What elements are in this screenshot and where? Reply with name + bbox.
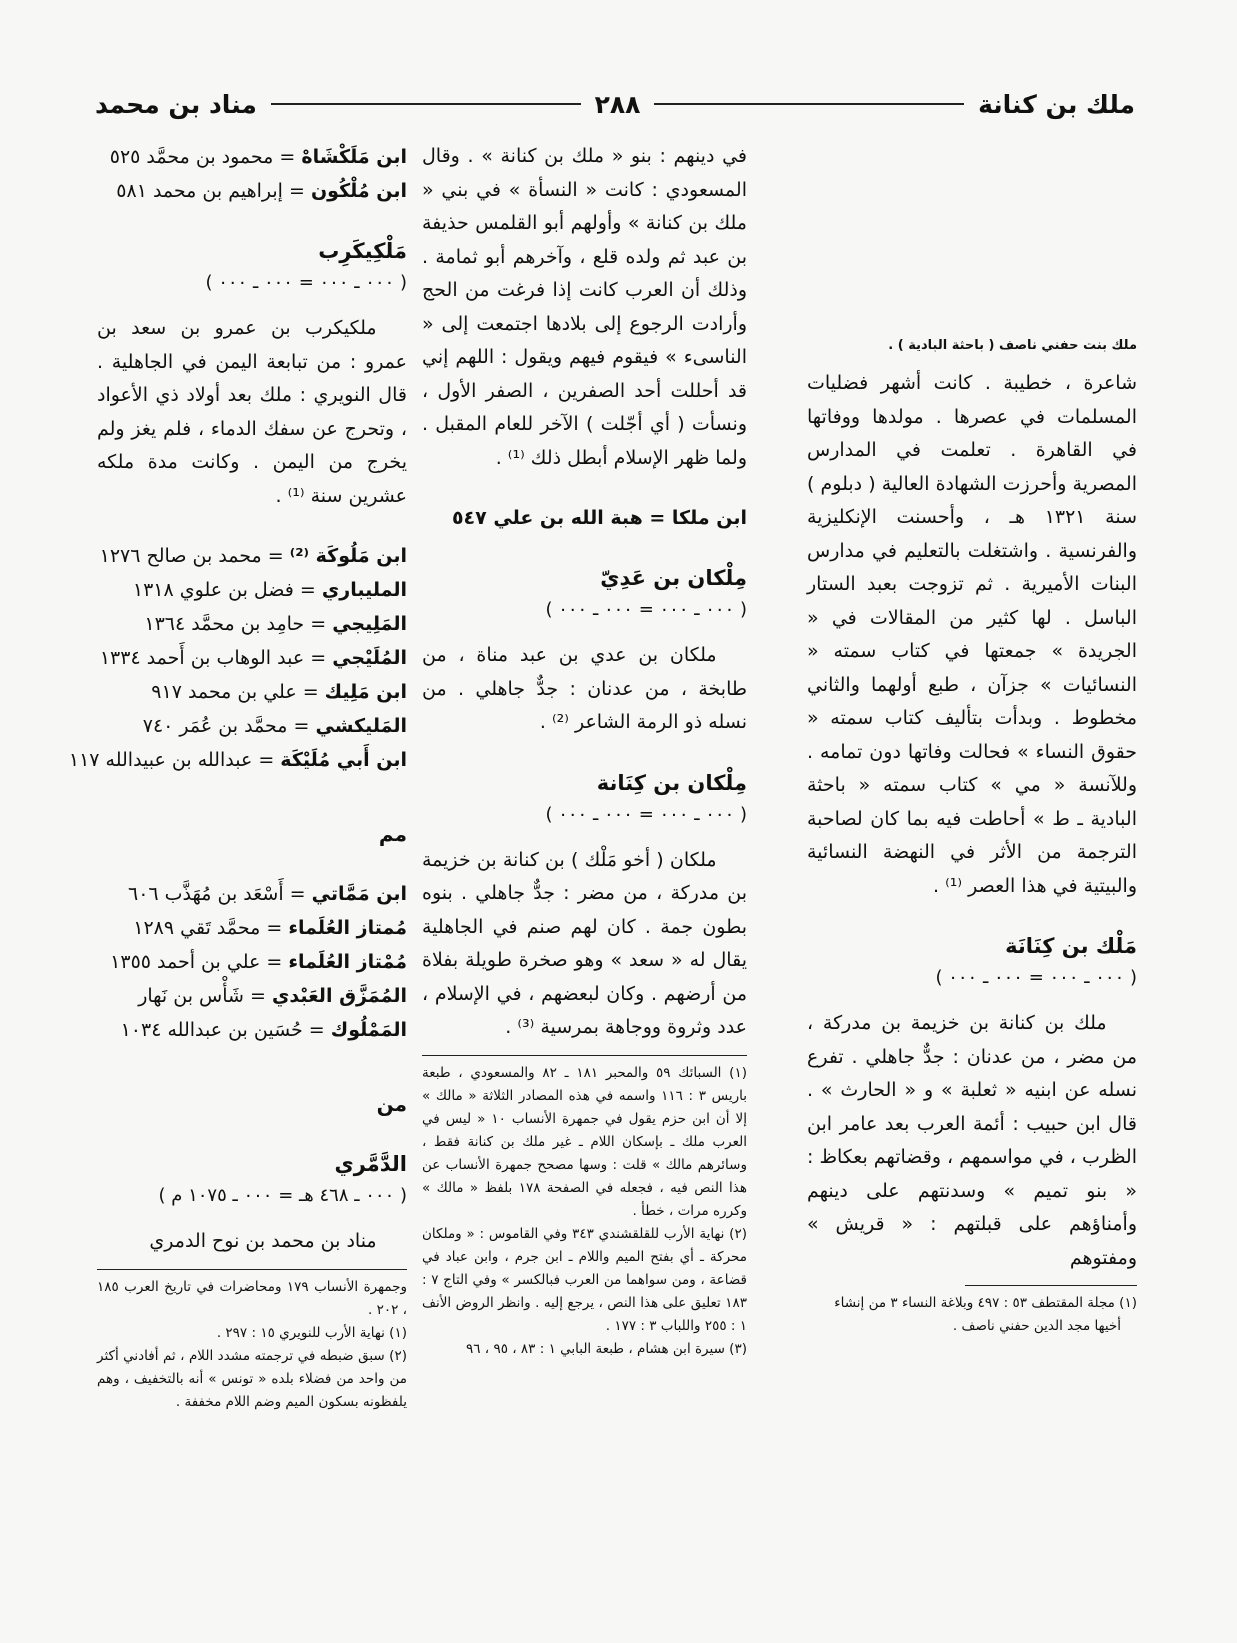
footnote-cont: وجمهرة الأنساب ١٧٩ ومحاضرات في تاريخ العرب ١٨٥ ، ٢٠٢ . <box>97 1278 407 1318</box>
entry-text: ملكيكرب بن عمرو بن سعد بن عمرو : من تبابعة اليمن في الجاهلية . قال النويري : ملك بعد أولاد ذي الأعواد ، وتحرج عن سفك الدماء ، فلم يغز ولم يخرج من اليمن . وكانت مدة ملكه عشرين سنة ⁽¹⁾ . <box>97 317 407 507</box>
page-header <box>95 84 1135 124</box>
footnote-rule <box>965 1285 1137 1286</box>
running-head-left: مناد بن محمد <box>94 89 257 119</box>
right-column <box>807 140 1137 1615</box>
entry-title-malkikarib: مَلْكِيكَرِب <box>318 239 407 263</box>
entry-dates: ( ٠٠٠ ـ ٠٠٠ = ٠٠٠ ـ ٠٠٠ ) <box>935 967 1137 988</box>
footnote-3: (٣) سيرة ابن هشام ، طبعة البابي ١ : ٨٣ ، ٩٥ ، ٩٦ <box>465 1340 747 1357</box>
ref-line: ابن أَبي مُلَيْكَة = عبدالله بن عبيدالله ١١٧ <box>68 749 407 771</box>
page-number: ٢٨٨ <box>594 89 641 119</box>
left-column <box>68 140 407 1615</box>
entry-title-milkan-bin-adi: مِلْكان بن عَدِيّ <box>600 566 747 590</box>
intro-paragraph: في دينهم : بنو « ملك بن كنانة » . وقال المسعودي : كانت « النسأة » في بني « ملك بن كنانة » وأولهم أبو القلمس حذيفة بن عبد ثم ولده قلع ، وآخرهم أبو ثمامة . وذلك أن العرب كانت إذا فرغت من الحج وأرادت الرجوع إلى بلادها اجتمعت إلى « الناسىء » فيقوم فيهم ويقول : اللهم إني قد أحللت أحد الصفرين ، الصفر الأول ، ونسأت ( أي أجّلت ) الآخر للعام المقبل . ولما ظهر الإسلام أبطل ذلك ⁽¹⁾ . <box>422 145 747 469</box>
footnote-2: (٢) سبق ضبطه في ترجمته مشدد اللام ، ثم أفادني أكثر من واحد من فضلاء بلده « تونس » أنه بالتخفيف ، وهم يلفظونه بسكون الميم وضم اللام مخففة . <box>97 1347 407 1410</box>
footnote-2: (٢) نهاية الأرب للقلقشندي ٣٤٣ وفي القاموس : « وملكان محركة ـ أي بفتح الميم واللام ـ ابن جرم ، وابن عباد في قضاعة ، ومن سواهما من العرب فبالكسر » وفي التاج ٧ : ١٨٣ تعليق على هذا النص ، يرجع إليه . وانظر الروض الأنف ١ : ٢٥٥ واللباب ٣ : ١٧٧ . <box>422 1225 748 1334</box>
ref-line: مُمْتاز العُلَماء = علي بن أحمد ١٣٥٥ <box>110 951 407 973</box>
entry-text: ملكان بن عدي بن عبد مناة ، من طابخة ، من عدنان : جدٌّ جاهلي . من نسله ذو الرمة الشاعر ⁽²⁾ . <box>422 644 747 733</box>
ref-line: ابن مَمَّاتي = أَسْعَد بن مُهَذَّب ٦٠٦ <box>128 883 407 905</box>
entry-dates: ( ٠٠٠ ـ ٤٦٨ هـ = ٠٠٠ ـ ١٠٧٥ م ) <box>158 1185 407 1206</box>
section-heading-min: من <box>376 1092 407 1116</box>
bio-paragraph: شاعرة ، خطيبة . كانت أشهر فضليات المسلمات في عصرها . مولدها ووفاتها في القاهرة . تعلمت في المدارس المصرية وأحرزت الشهادة العالية ( دبلوم ) سنة ١٣٢١ هـ ، وأحسنت الإنكليزية والفرنسية . واشتغلت بالتعليم في مدارس البنات الأميرية . ثم تزوجت بعبد الستار الباسل . لها كثير من المقالات في « الجريدة » جمعتها في كتاب سمته « النسائيات » جزآن ، طبع أولهما والثاني مخطوط . وبدأت بتأليف كتاب سمته « حقوق النساء » فحالت وفاتها دون تمامه . وللآنسة « مي » كتاب سمته « باحثة البادية ـ ط » أحاطت فيه بما كان لصاحبة الترجمة من الأثر في النهضة النسائية والبيتية في هذا العصر ⁽¹⁾ . <box>807 372 1137 897</box>
footnote-1: (١) السبائك ٥٩ والمحبر ١٨١ ـ ٨٢ والمسعودي ، طبعة باريس ٣ : ١١٦ واسمه في هذه المصادر الثلاثة « مالك » إلا أن ابن حزم يقول في جمهرة الأنساب ١٠ « ليس في العرب ملك ـ بإسكان اللام ـ غير ملك بن كنانة فقط ، وسائرهم مالك » قلت : وسها مصحح جمهرة الأنساب عن هذا النص فيه ، فجعله في الصفحة ١٧٨ بلفظ « مالك » وكرره مرات ، خطأ . <box>422 1064 747 1219</box>
ref-line: المَمْلُوك = حُسَين بن عبدالله ١٠٣٤ <box>120 1019 407 1041</box>
entry-dates: ( ٠٠٠ ـ ٠٠٠ = ٠٠٠ ـ ٠٠٠ ) <box>205 272 407 293</box>
header-rule-left <box>271 103 581 105</box>
entry-dates: ( ٠٠٠ ـ ٠٠٠ = ٠٠٠ ـ ٠٠٠ ) <box>545 599 747 620</box>
ref-line: المَلِيجي = حامِد بن محمَّد ١٣٦٤ <box>144 613 407 635</box>
header-rule-right <box>654 103 964 105</box>
entry-title-milkan-bin-kinana: مِلْكان بن كِنَانة <box>596 770 747 795</box>
entry-text: ملكان ( أخو مَلْك ) بن كنانة بن خزيمة بن مدركة ، من مضر : جدٌّ جاهلي . بنوه بطون جمة . كان لهم صنم في الجاهلية يقال له « سعد » وهو صخرة طويلة بفلاة من أرضهم . وكان لبعضهم ، في الإسلام ، عدد وثروة ووجاهة بمرسية ⁽³⁾ . <box>422 848 747 1038</box>
ref-line: مُمتاز العُلَماء = محمَّد تَقي ١٢٨٩ <box>133 917 407 939</box>
ref-line: ابن مَلِيك = علي بن محمد ٩١٧ <box>151 681 407 703</box>
running-head-right: ملك بن كنانة <box>978 89 1135 119</box>
entry-text: ملك بن كنانة بن خزيمة بن مدركة ، من مضر ، من عدنان : جدٌّ جاهلي . تفرع نسله عن ابنيه « ثعلبة » و « الحارث » . قال ابن حبيب : أئمة العرب بعد عامر ابن الظرب ، في مواسمهم ، وقضاتهم بعكاظ : « بنو تميم » وسدنتهم على دينهم وأمناؤهم على قبلتهم : « قريش » ومفتوهم <box>807 1012 1137 1269</box>
entry-dates: ( ٠٠٠ ـ ٠٠٠ = ٠٠٠ ـ ٠٠٠ ) <box>545 803 747 825</box>
ref-line: ابن مَلَكْشَاهْ = محمود بن محمَّد ٥٢٥ <box>109 146 407 168</box>
footnote-1: (١) نهاية الأرب للنويري ١٥ : ٢٩٧ . <box>216 1324 407 1341</box>
portrait-area <box>807 140 1137 335</box>
ref-line: المَليكشي = محمَّد بن عُمَر ٧٤٠ <box>142 715 407 737</box>
footnote-1-cont: أخيها مجد الدين حفني ناصف . <box>952 1318 1121 1334</box>
portrait-caption: ملك بنت حفني ناصف ( باحثة البادية ) . <box>888 338 1137 353</box>
ref-line: المُلَيْجي = عبد الوهاب بن أَحمد ١٣٣٤ <box>99 647 407 669</box>
footnote-rule <box>97 1269 407 1270</box>
ref-line: المُمَزَّق العَبْدي = شَأْس بن نَهار <box>138 985 407 1007</box>
middle-column <box>422 140 747 1615</box>
ref-line: المليباري = فضل بن علوي ١٣١٨ <box>132 579 407 601</box>
ref-line: ابن مَلُوكَة ⁽²⁾ = محمد بن صالح ١٢٧٦ <box>99 545 407 567</box>
section-heading-mim: مم <box>378 822 407 846</box>
footnote-1: (١) مجلة المقتطف ٥٣ : ٤٩٧ وبلاغة النساء ٣ من إنشاء <box>834 1295 1137 1311</box>
entry-title-malk-bin-kinana: مَلْك بن كِنَانَة <box>1005 934 1137 958</box>
entry-title-dammari: الدَّمَّري <box>334 1152 407 1176</box>
entry-text: مناد بن محمد بن نوح الدمري <box>149 1230 377 1252</box>
ref-line: ابن مُلْكُون = إبراهيم بن محمد ٥٨١ <box>116 180 407 202</box>
cross-reference: ابن ملكا = هبة الله بن علي ٥٤٧ <box>451 507 747 529</box>
footnote-rule <box>422 1055 747 1056</box>
